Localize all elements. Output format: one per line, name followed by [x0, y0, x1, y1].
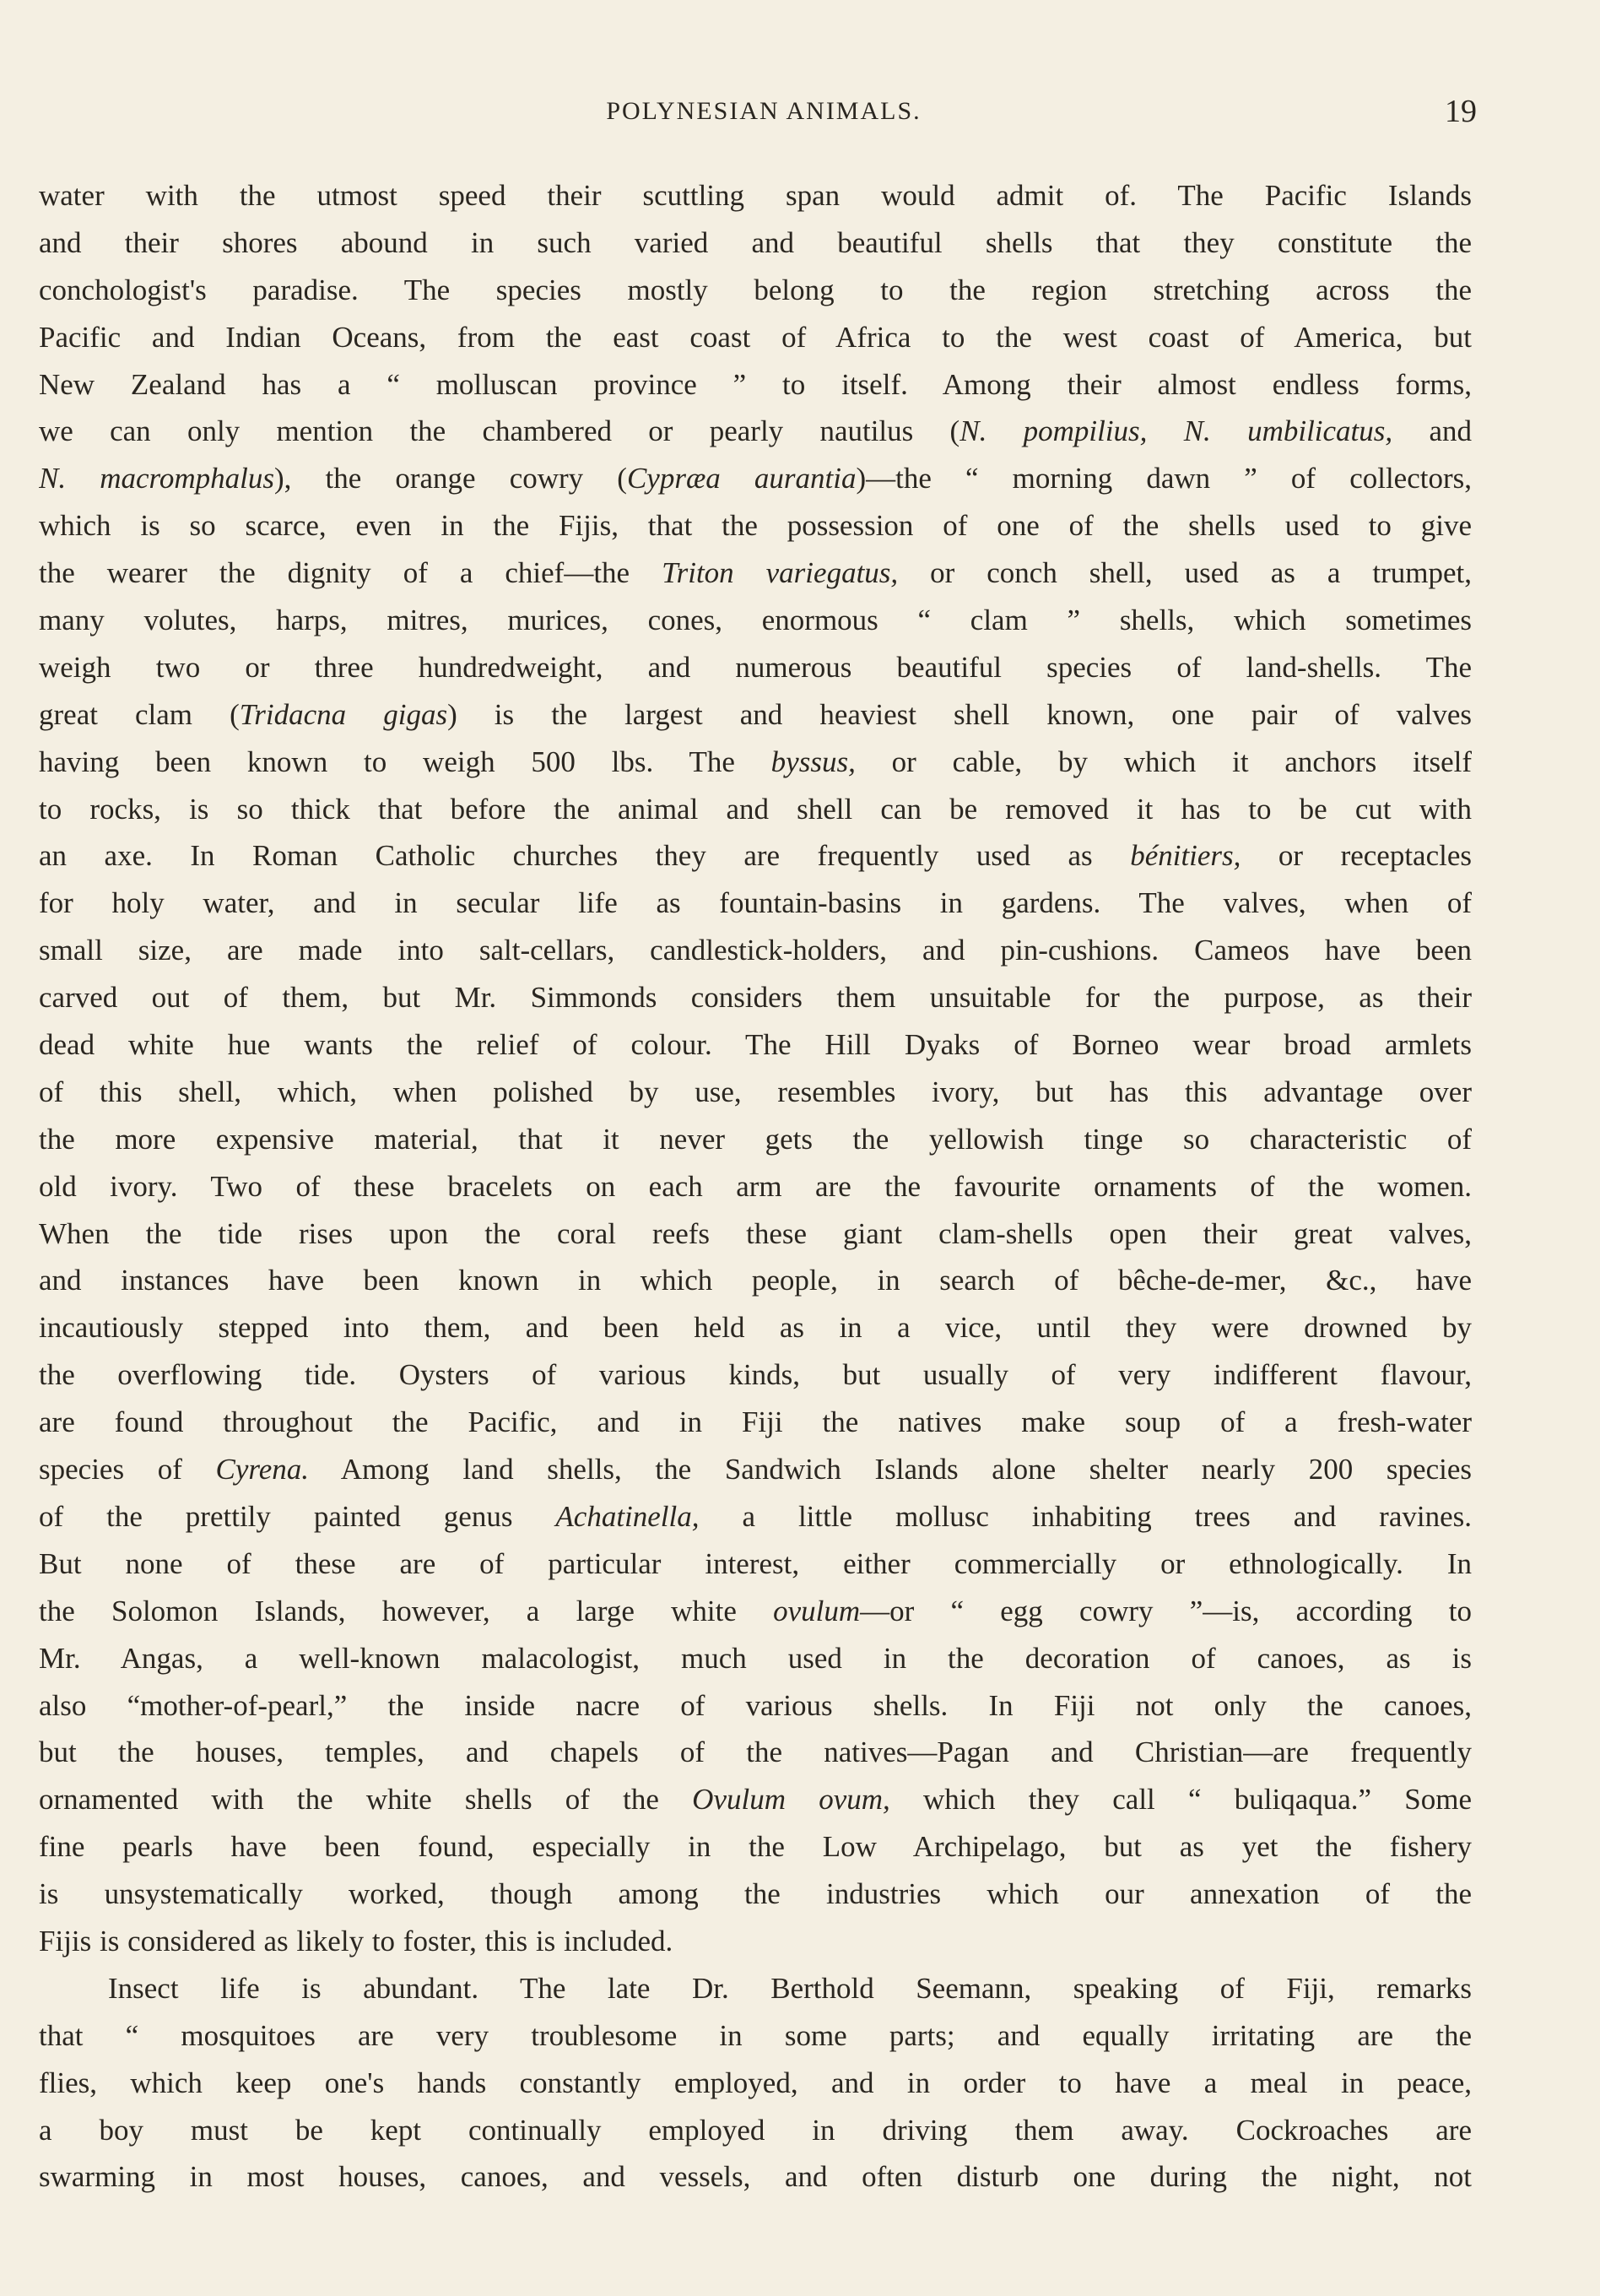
text-line [39, 1871, 1472, 1918]
text-run: When the tide rises upon the coral reefs these giant clam-shells open their great valves, [39, 1216, 1472, 1250]
text-line [39, 1351, 1472, 1399]
text-run: ) is the largest and heaviest shell known, one pair of valves [447, 697, 1472, 731]
text-run: ornamented with the white shells of the [39, 1783, 693, 1817]
text-run: swarming in most houses, canoes, and vessels, and often disturb one during the night, not [39, 2160, 1472, 2194]
italic-text: bénitiers, [1130, 839, 1241, 873]
text-run: Fijis is considered as likely to foster, this is included. [39, 1924, 673, 1958]
text-run: )—the “ morning dawn ” of collectors, [856, 462, 1472, 495]
text-run: conchologist's paradise. The species mostly belong to the region stretching across the [39, 273, 1472, 306]
text-run: the wearer the dignity of a chief—the [39, 556, 662, 590]
text-run: old ivory. Two of these bracelets on each arm are the favourite ornaments of the women. [39, 1169, 1472, 1203]
text-line [39, 644, 1472, 691]
text-run: the overflowing tide. Oysters of various kinds, but usually of very indifferent flavour, [39, 1358, 1472, 1392]
text-line [39, 1635, 1472, 1682]
text-line [39, 502, 1472, 550]
text-run: ), the orange cowry ( [273, 462, 627, 495]
text-line [39, 550, 1472, 597]
text-line [39, 408, 1472, 455]
italic-text: Ovulum ovum, [692, 1783, 890, 1817]
text-line [39, 219, 1472, 267]
text-line [39, 1210, 1472, 1258]
running-head-title: POLYNESIAN ANIMALS. [606, 97, 922, 125]
text-line [39, 1304, 1472, 1351]
text-line [39, 1257, 1472, 1304]
text-run: But none of these are of particular interest, either commercially or ethnologically. In [39, 1546, 1472, 1580]
text-run: flies, which keep one's hands constantly employed, and in order to have a meal in peace, [39, 2066, 1472, 2099]
text-line [39, 1918, 1472, 1965]
text-run: an axe. In Roman Catholic churches they are frequently used as [39, 839, 1131, 873]
text-line [39, 314, 1472, 361]
running-head [51, 91, 1477, 132]
text-run: or conch shell, used as a trumpet, [898, 556, 1472, 590]
italic-text: Tridacna gigas [239, 697, 448, 731]
text-line [39, 1776, 1472, 1823]
text-line [39, 974, 1472, 1021]
text-line [39, 1069, 1472, 1116]
text-run: of the prettily painted genus [39, 1499, 556, 1533]
text-run: water with the utmost speed their scuttling span would admit of. The Pacific Islands [39, 179, 1472, 212]
text-run: which they call “ buliqaqua.” Some [889, 1783, 1472, 1817]
italic-text: Triton variegatus, [662, 556, 899, 590]
italic-text: Cyrena. [215, 1453, 310, 1486]
text-line [39, 1446, 1472, 1493]
italic-text: N. pompilius, N. umbilicatus, [959, 414, 1393, 448]
text-run: carved out of them, but Mr. Simmonds considers them unsuitable for the purpose, as their [39, 981, 1472, 1015]
italic-text: ovulum [773, 1594, 861, 1627]
body-text [39, 172, 1472, 2201]
text-line [39, 1588, 1472, 1635]
italic-text: byssus, [770, 745, 856, 778]
text-run: or cable, by which it anchors itself [855, 745, 1472, 778]
text-line [39, 361, 1472, 409]
text-run: Pacific and Indian Oceans, from the east coast of Africa to the west coast of America, but [39, 320, 1472, 354]
text-run: that “ mosquitoes are very troublesome in some parts; and equally irritating are the [39, 2018, 1472, 2052]
text-line [39, 786, 1472, 833]
text-line [39, 2012, 1472, 2060]
text-line [39, 1116, 1472, 1163]
text-line [39, 1541, 1472, 1588]
text-line [39, 2107, 1472, 2154]
text-run: for holy water, and in secular life as fountain-basins in gardens. The valves, when of [39, 886, 1472, 920]
text-line [39, 1493, 1472, 1541]
text-line [39, 597, 1472, 644]
text-run: but the houses, temples, and chapels of the natives—Pagan and Christian—are frequently [39, 1736, 1472, 1769]
text-run: we can only mention the chambered or pearly nautilus ( [39, 414, 960, 448]
text-line [39, 1823, 1472, 1871]
text-run: dead white hue wants the relief of colour. The Hill Dyaks of Borneo wear broad armlets [39, 1028, 1472, 1062]
text-run: also “mother-of-pearl,” the inside nacre of various shells. In Fiji not only the canoes, [39, 1688, 1472, 1722]
text-line [39, 267, 1472, 314]
text-run: having been known to weigh 500 lbs. The [39, 745, 771, 778]
text-run: Among land shells, the Sandwich Islands alone shelter nearly 200 species [309, 1453, 1472, 1486]
text-run: weigh two or three hundredweight, and numerous beautiful species of land-shells. The [39, 650, 1472, 684]
text-run: the more expensive material, that it never gets the yellowish tinge so characteristic of [39, 1122, 1472, 1156]
text-run: —or “ egg cowry ”—is, according to [860, 1594, 1472, 1627]
text-run: many volutes, harps, mitres, murices, cones, enormous “ clam ” shells, which sometimes [39, 604, 1472, 637]
text-line [39, 691, 1472, 739]
italic-text: N. macromphalus [39, 462, 274, 495]
page-number: 19 [1445, 94, 1477, 129]
text-run: to rocks, is so thick that before the animal and shell can be removed it has to be cut with [39, 792, 1472, 826]
text-line [39, 832, 1472, 880]
text-line [39, 1682, 1472, 1730]
text-run: small size, are made into salt-cellars, candlestick-holders, and pin-cushions. Cameos have been [39, 934, 1472, 967]
text-run: fine pearls have been found, especially in the Low Archipelago, but as yet the fishery [39, 1830, 1472, 1864]
text-line [39, 1399, 1472, 1446]
text-run: New Zealand has a “ molluscan province ” to itself. Among their almost endless forms, [39, 367, 1472, 401]
text-line [39, 2153, 1472, 2201]
text-run: Mr. Angas, a well-known malacologist, much used in the decoration of canoes, as is [39, 1641, 1472, 1675]
text-run: of this shell, which, when polished by use, resembles ivory, but has this advantage over [39, 1075, 1472, 1108]
text-run: a little mollusc inhabiting trees and ravines. [699, 1499, 1472, 1533]
text-run: and their shores abound in such varied and beautiful shells that they constitute the [39, 225, 1472, 259]
text-run: is unsystematically worked, though among the industries which our annexation of the [39, 1877, 1472, 1911]
text-run: and instances have been known in which people, in search of bêche-de-mer, &c., have [39, 1264, 1472, 1297]
text-line [39, 2060, 1472, 2107]
text-run: or receptacles [1241, 839, 1472, 873]
text-run: great clam ( [39, 697, 240, 731]
text-run: a boy must be kept continually employed in driving them away. Cockroaches are [39, 2113, 1472, 2147]
text-line [39, 739, 1472, 786]
text-line [39, 1163, 1472, 1210]
text-line [39, 1965, 1472, 2012]
text-run: and [1392, 414, 1472, 448]
text-line [39, 1021, 1472, 1069]
italic-text: Achatinella, [555, 1499, 700, 1533]
italic-text: Cypræa aurantia [626, 462, 857, 495]
text-run: the Solomon Islands, however, a large white [39, 1594, 774, 1627]
text-line [39, 455, 1472, 502]
text-line [39, 880, 1472, 927]
text-line [39, 927, 1472, 974]
text-run: Insect life is abundant. The late Dr. Berthold Seemann, speaking of Fiji, remarks [108, 1971, 1472, 2005]
text-line [39, 1729, 1472, 1776]
text-run: which is so scarce, even in the Fijis, that the possession of one of the shells used to give [39, 509, 1472, 543]
text-run: incautiously stepped into them, and been held as in a vice, until they were drowned by [39, 1311, 1472, 1345]
text-line [39, 172, 1472, 219]
text-run: are found throughout the Pacific, and in Fiji the natives make soup of a fresh-water [39, 1405, 1472, 1439]
text-run: species of [39, 1453, 216, 1486]
